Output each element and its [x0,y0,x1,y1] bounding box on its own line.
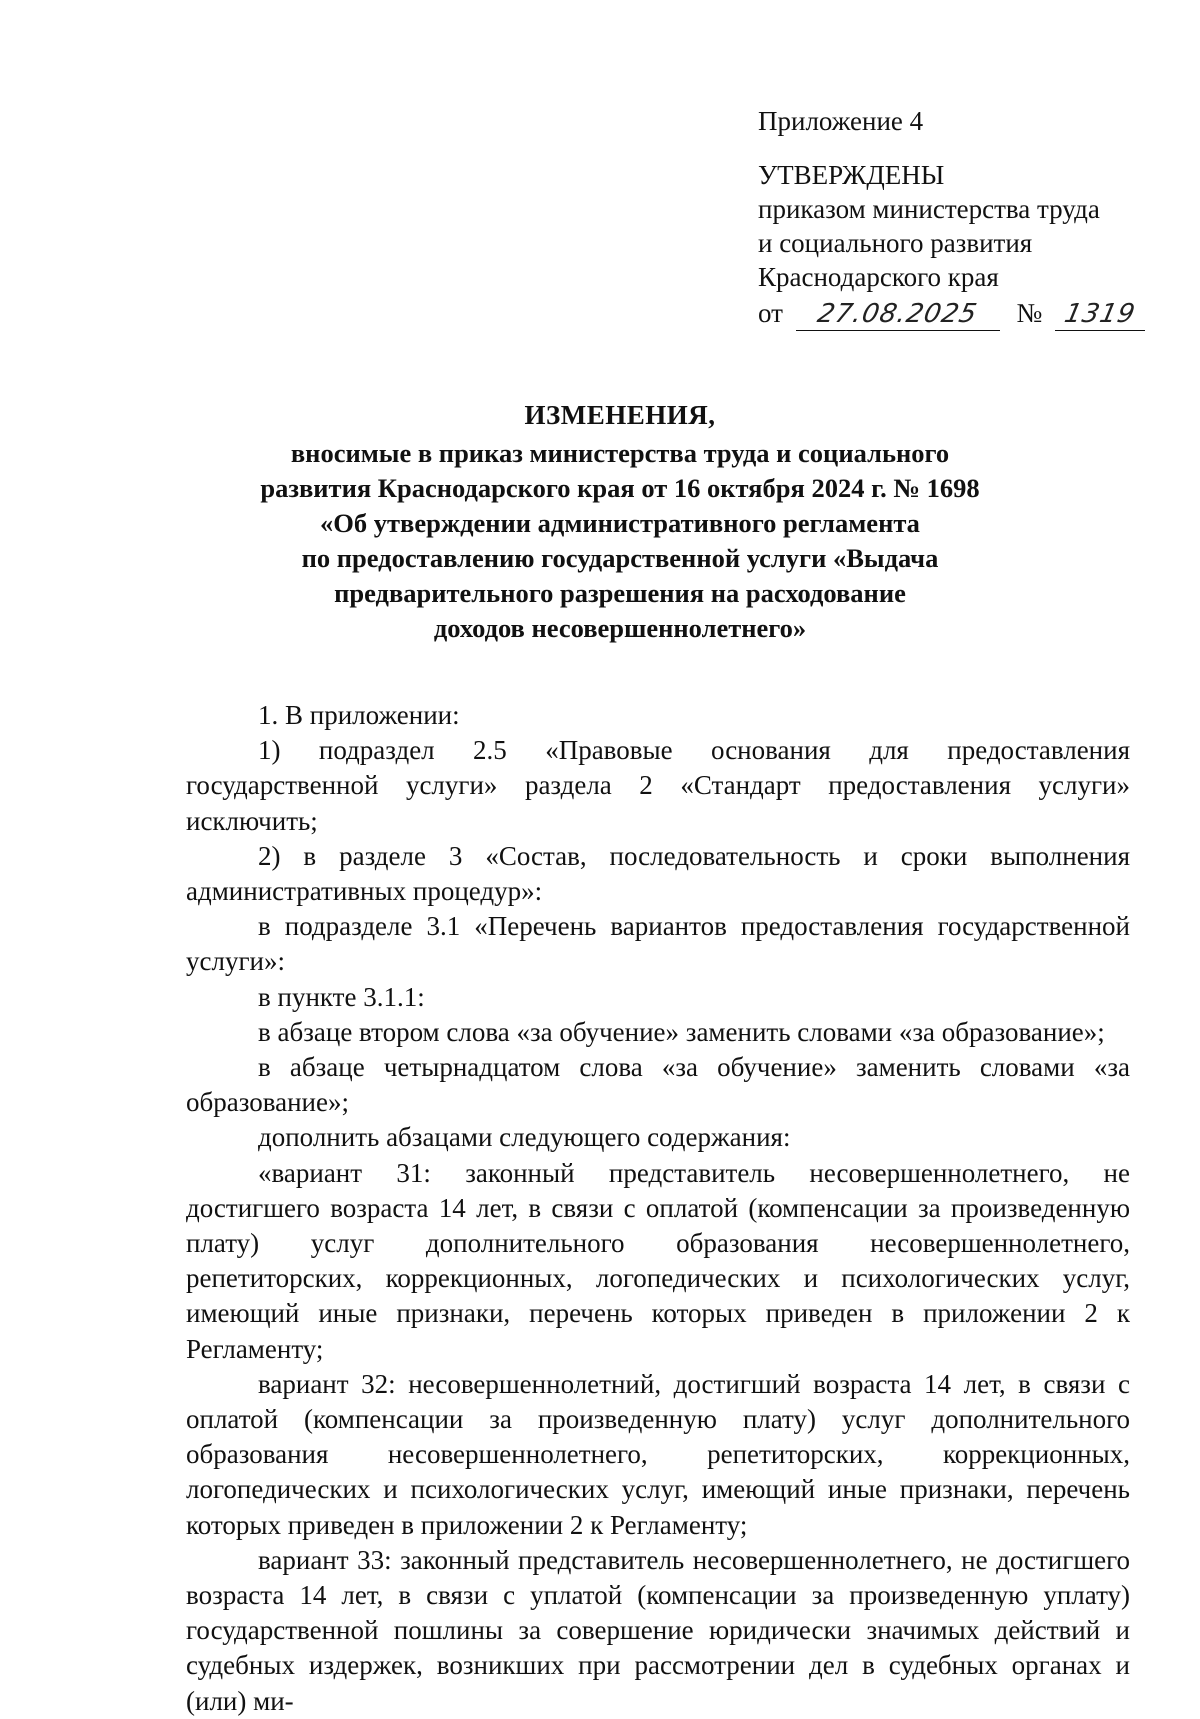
approval-order-line-1: приказом министерства труда [758,194,1100,224]
body-paragraph-8: дополнить абзацами следующего содержания: [258,1122,791,1153]
approval-date-number-line [758,296,1158,331]
handwritten-number-field [1055,300,1145,331]
body-paragraph-7: в абзаце четырнадцатом слова «за обучение» заменить словами «за образование»; [186,1052,1130,1118]
document-title: ИЗМЕНЕНИЯ, [524,400,716,430]
body-paragraph-1: 1. В приложении: [258,700,460,730]
title-line-5: предварительного разрешения на расходование [334,578,906,608]
handwritten-number: 1319 [1061,299,1139,329]
title-line-4: по предоставлению государственной услуги «Выдача [301,543,939,573]
title-line-2: развития Краснодарского края от 16 октября 2024 г. № 1698 [260,473,980,503]
body-paragraph-3: 2) в разделе 3 «Состав, последовательность и сроки выполнения административных процедур»: [186,840,1130,907]
body-paragraph-5: в пункте 3.1.1: [258,981,425,1012]
handwritten-date: 27.08.2025 [815,299,981,329]
appendix-label: Приложение 4 [758,106,924,136]
title-line-6: доходов несовершеннолетнего» [433,613,807,643]
body-paragraph-4: в подразделе 3.1 «Перечень вариантов предоставления государственной услуги»: [186,911,1130,977]
handwritten-date-field [796,300,1000,331]
document-title-block [180,398,1060,646]
approval-order-line-3: Краснодарского края [758,262,999,292]
body-paragraph-6: в абзаце втором слова «за обучение» заменить словами «за образование»; [258,1016,1105,1047]
date-prefix: от [758,298,783,328]
title-line-1: вносимые в приказ министерства труда и социального [290,438,950,468]
approval-order-line-2: и социального развития [758,228,1033,258]
approval-block [758,104,1158,331]
title-line-3: «Об утверждении административного регламента [320,508,920,538]
body-paragraph-2: 1) подраздел 2.5 «Правовые основания для предоставления государственной услуги» раздела 2 «Стандарт предоставления услуги» исключить; [186,735,1130,836]
body-paragraph-11: вариант 33: законный представитель несовершеннолетнего, не достигшего возраста 14 лет, в связи с уплатой (компенсации за произведенную уплату) государственной пошлины за совершение юридически значимых действий и судебных издержек, возникших при рассмотрении дел в судебных органах и (или) ми- [186,1544,1130,1716]
document-body [186,698,1130,1719]
body-paragraph-9: «вариант 31: законный представитель несовершеннолетнего, не достигшего возраста 14 лет, в связи с оплатой (компенсации за произведенную плату) услуг дополнительного образования несовершеннолетнего, репетиторских, коррекционных, логопедических и психологических услуг, имеющий иные признаки, перечень которых приведен в приложении 2 к Регламенту; [186,1157,1130,1364]
number-sign: № [1016,298,1043,328]
approved-label: УТВЕРЖДЕНЫ [758,160,945,190]
body-paragraph-10: вариант 32: несовершеннолетний, достигший возраста 14 лет, в связи с оплатой (компенсации за произведенную плату) услуг дополнительного образования несовершеннолетнего, репетиторских, коррекционных, логопедических и психологических услуг, имеющий иные признаки, перечень которых приведен в приложении 2 к Регламенту; [186,1368,1130,1540]
